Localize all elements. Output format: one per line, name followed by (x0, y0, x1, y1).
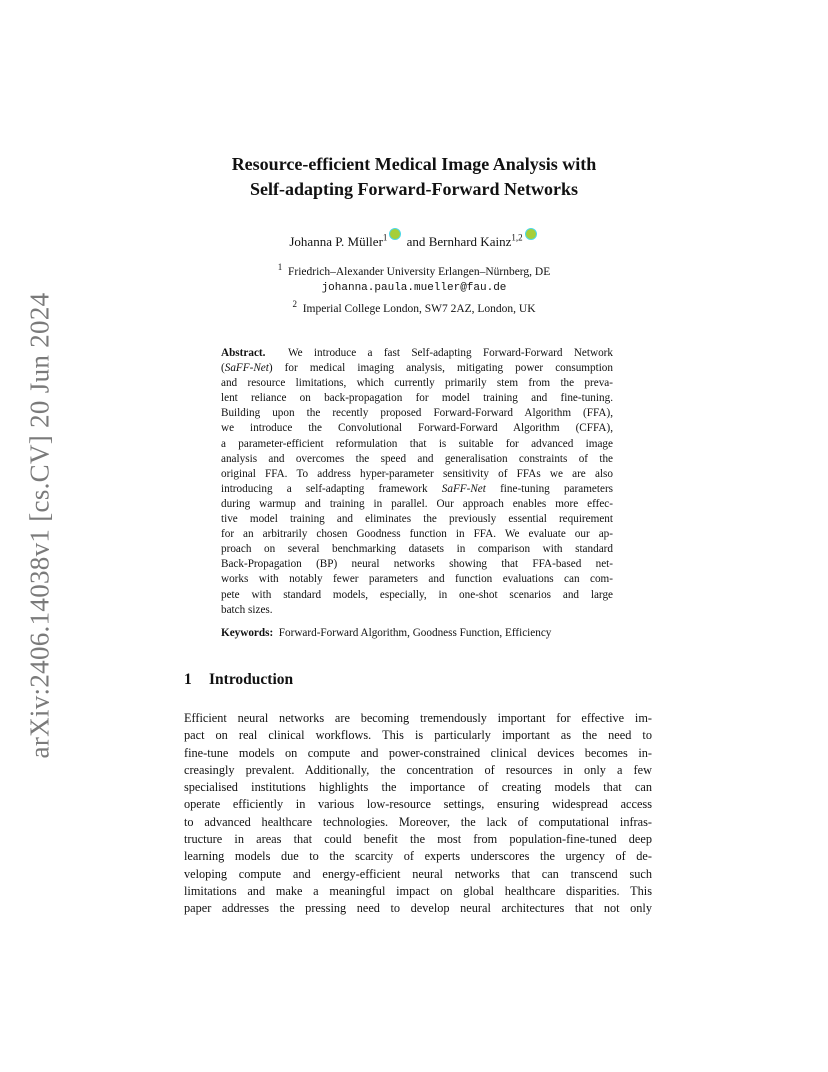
section-number: 1 (184, 671, 192, 688)
body-line: paper addresses the pressing need to develop neural architectures that not only (184, 901, 652, 916)
abstract-line: proach on several benchmarking datasets in comparison with standard (221, 543, 613, 556)
abstract-text: introducing a self-adapting framework (221, 482, 428, 495)
author-affiliation-mark: 1 (382, 232, 388, 243)
abstract-line (221, 482, 613, 497)
abstract-line: original FFA. To address hyper-parameter sensitivity of FFAs we are also (221, 467, 613, 480)
author-name: Johanna P. Müller (289, 234, 383, 249)
abstract-text: fine-tuning parameters (500, 482, 614, 495)
affiliation-1 (100, 259, 728, 280)
abstract-line (221, 361, 613, 376)
body-line: pact on real clinical workflows. This is particularly important as the need to (184, 728, 652, 743)
arxiv-identifier: arXiv:2406.14038v1 [cs.CV] 20 Jun 2024 (24, 292, 55, 758)
affiliation-number: 2 (292, 298, 297, 309)
orcid-icon[interactable] (389, 228, 401, 240)
intro-body (184, 710, 652, 918)
title-line-1: Resource-efficient Medical Image Analysis with (231, 154, 597, 174)
affiliation-text: Friedrich–Alexander University Erlangen–Nürnberg, DE (287, 265, 551, 278)
abstract-line: during warmup and training in parallel. Our approach enables more effec- (221, 497, 613, 510)
body-line: fine-tune models on compute and power-constrained clinical devices becomes in- (184, 745, 652, 760)
abstract-text: ( (221, 362, 225, 375)
body-line: specialised institutions highlights the importance of creating models that can (184, 780, 652, 795)
section-heading (184, 671, 293, 689)
author-email[interactable]: johanna.paula.mueller@fau.de (321, 281, 507, 294)
body-line: Efficient neural networks are becoming tremendously important for effective im- (184, 711, 652, 725)
abstract-label: Abstract. (221, 347, 266, 359)
abstract (221, 346, 613, 618)
abstract-line: lent reliance on back-propagation for model training and fine-tuning. (221, 392, 613, 405)
abstract-line: and resource limitations, which currently primarily stem from the preva- (221, 377, 613, 390)
abstract-line: pete with standard models, especially, in one-shot scenarios and large (221, 588, 613, 601)
abstract-line: analysis and overcomes the speed and generalisation constraints of the (221, 452, 613, 465)
abstract-line: batch sizes. (221, 603, 273, 616)
paper-title (100, 152, 728, 202)
abstract-line: tive model training and eliminates the previously essential requirement (221, 513, 613, 526)
abstract-line: we introduce the Convolutional Forward-Forward Algorithm (CFFA), (221, 422, 613, 435)
arxiv-identifier-sidebar (22, 290, 58, 760)
body-line: creasingly prevalent. Additionally, the concentration of resources in only a few (184, 762, 652, 777)
section-title: Introduction (209, 671, 294, 688)
body-line: veloping compute and energy-efficient neural networks that can transcend such (184, 866, 652, 881)
author-affiliation-mark: 1,2 (511, 232, 523, 243)
author-name: Bernhard Kainz (428, 234, 512, 249)
author-list (100, 228, 728, 250)
affiliation-2 (100, 296, 728, 317)
body-line: limitations and make a meaningful impact on global healthcare disparities. This (184, 883, 652, 898)
model-name: SaFF-Net (224, 362, 269, 375)
keywords-label: Keywords: (221, 627, 274, 639)
title-line-2: Self-adapting Forward-Forward Networks (250, 179, 578, 199)
body-line: learning models due to the scarcity of experts underscores the urgency of de- (184, 849, 652, 864)
abstract-text: ) for medical imaging analysis, mitigating power consumption (268, 362, 613, 375)
abstract-line: for an arbitrarily chosen Goodness function in FFA. We evaluate our ap- (221, 528, 613, 541)
affiliations (100, 259, 728, 317)
abstract-line (221, 346, 613, 361)
affiliation-text: Imperial College London, SW7 2AZ, London, UK (302, 302, 536, 315)
body-line: operate efficiently in various low-resource settings, ensuring widespread access (184, 797, 652, 812)
author-connector: and (406, 234, 426, 249)
affiliation-number: 1 (277, 262, 283, 272)
abstract-line: Back-Propagation (BP) neural networks showing that FFA-based net- (221, 558, 613, 571)
orcid-icon[interactable] (525, 228, 537, 240)
model-name: SaFF-Net (441, 482, 486, 495)
body-line: to advanced healthcare technologies. Moreover, the lack of computational infras- (184, 814, 652, 829)
abstract-line: a parameter-efficient reformulation that is suitable for advanced image (221, 437, 613, 450)
keywords-text: Forward-Forward Algorithm, Goodness Function, Efficiency (278, 627, 552, 639)
abstract-text: We introduce a fast Self-adapting Forward-Forward Network (287, 347, 613, 359)
keywords (221, 627, 621, 639)
abstract-line: Building upon the recently proposed Forward-Forward Algorithm (FFA), (221, 407, 613, 420)
abstract-line: works with notably fewer parameters and function evaluations can com- (221, 573, 613, 586)
body-line: tructure in areas that could benefit the most from population-fine-tuned deep (184, 832, 652, 847)
